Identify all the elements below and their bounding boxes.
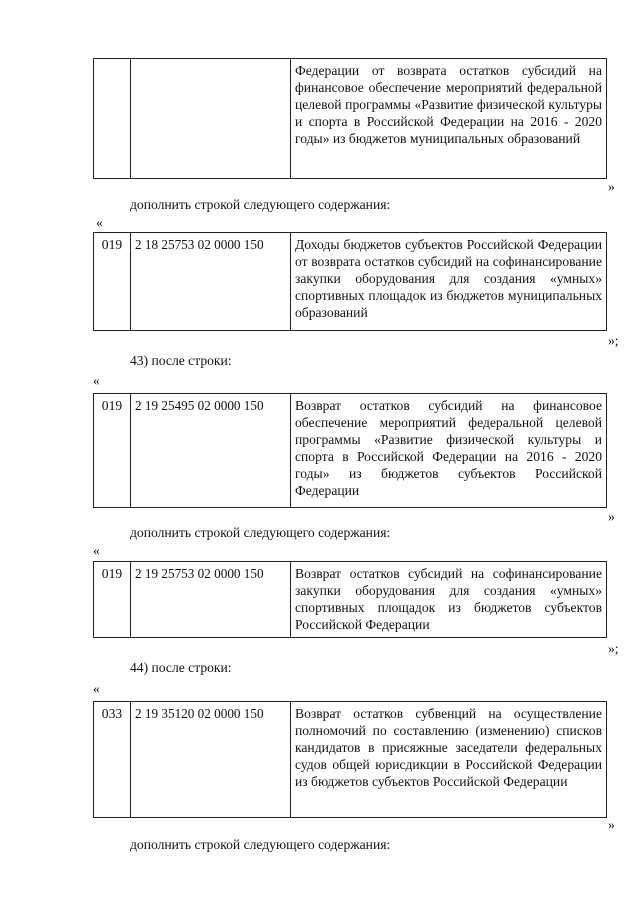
- item-44-text: 44) после строки:: [130, 660, 232, 675]
- opening-quote: «: [93, 543, 100, 558]
- budget-table-row-3: [93, 561, 607, 638]
- income-name-cell: Доходы бюджетов субъектов Российской Федерации от возврата остатков субсидий на софинансирование закупки оборудования для создания «умных» спортивных площадок из бюджетов муниципальных образований: [291, 233, 607, 331]
- budget-table-row-1: [93, 232, 607, 331]
- kbk-code-cell: 2 18 25753 02 0000 150: [131, 233, 291, 331]
- kbk-code-cell: 2 19 35120 02 0000 150: [131, 702, 291, 818]
- budget-table-row-0: [93, 58, 607, 179]
- add-row-text: дополнить строкой следующего содержания:: [130, 197, 391, 212]
- item-43-text: 43) после строки:: [130, 353, 232, 368]
- opening-quote: «: [96, 215, 103, 230]
- admin-code-cell: 019: [94, 233, 131, 331]
- add-row-text: дополнить строкой следующего содержания:: [130, 525, 391, 540]
- admin-code-cell: 019: [94, 394, 131, 508]
- kbk-code-cell: 2 19 25495 02 0000 150: [131, 394, 291, 508]
- opening-quote: «: [93, 681, 100, 696]
- closing-quote: »: [608, 817, 615, 832]
- budget-table-row-4: [93, 701, 607, 818]
- opening-quote: «: [93, 373, 100, 388]
- closing-quote: »: [608, 179, 615, 194]
- admin-code-cell: 033: [94, 702, 131, 818]
- income-name-cell: Возврат остатков субсидий на софинансирование закупки оборудования для создания «умных» спортивных площадок из бюджетов субъектов Российской Федерации: [291, 562, 607, 638]
- kbk-code-cell: 2 19 25753 02 0000 150: [131, 562, 291, 638]
- income-name-cell: Возврат остатков субсидий на финансовое обеспечение мероприятий федеральной целевой программы «Развитие физической культуры и спорта в Российской Федерации на 2016 - 2020 годы» из бюджетов субъектов Российской Федерации: [291, 394, 607, 508]
- budget-table-row-2: [93, 393, 607, 508]
- kbk-code-cell: [131, 59, 291, 179]
- admin-code-cell: [94, 59, 131, 179]
- admin-code-cell: 019: [94, 562, 131, 638]
- closing-quote: »: [608, 509, 615, 524]
- closing-quote-semicolon: »;: [608, 641, 619, 656]
- closing-quote-semicolon: »;: [608, 333, 619, 348]
- income-name-cell: Федерации от возврата остатков субсидий на финансовое обеспечение мероприятий федеральной целевой программы «Развитие физической культуры и спорта в Российской Федерации на 2016 - 2020 годы» из бюджетов муниципальных образований: [291, 59, 607, 179]
- add-row-text: дополнить строкой следующего содержания:: [130, 837, 391, 852]
- income-name-cell: Возврат остатков субвенций на осуществление полномочий по составлению (изменению) списков кандидатов в присяжные заседатели федеральных судов общей юрисдикции в Российской Федерации из бюджетов субъектов Российской Федерации: [291, 702, 607, 818]
